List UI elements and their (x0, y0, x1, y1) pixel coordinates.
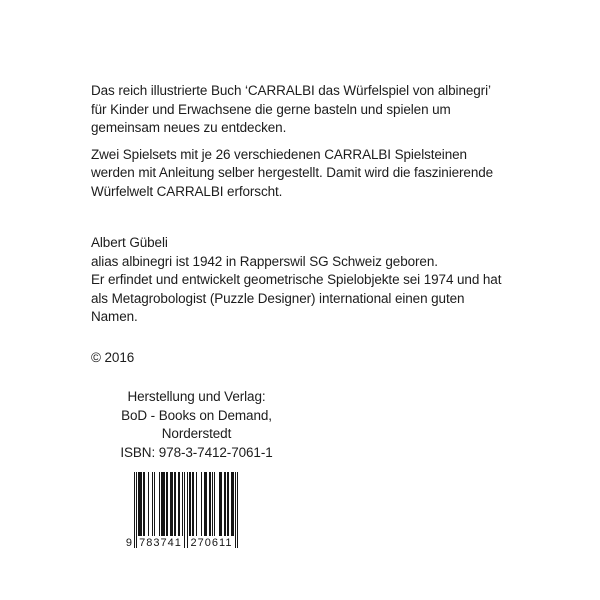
blurb-line: Zwei Spielsets mit je 26 verschiedenen CARRALBI Spielsteinen (91, 146, 467, 162)
blurb-paragraph-2 (91, 146, 511, 202)
author-bio-line: Er erfindet und entwickelt geometrische Spielobjekte sei 1974 und hat (91, 272, 502, 287)
publisher-info (91, 388, 302, 462)
author-bio (91, 234, 511, 327)
blurb-line: gemeinsam neues zu entdecken. (91, 120, 287, 135)
blurb-paragraph-1 (91, 82, 511, 138)
blurb-line: werden mit Anleitung selber hergestellt. Damit wird die faszinierende (91, 165, 494, 180)
barcode-digits-right: 270611 (190, 537, 233, 549)
author-bio-line: Namen. (91, 309, 138, 324)
barcode-digits-left: 783741 (139, 537, 182, 549)
publisher-label: Herstellung und Verlag: (127, 389, 266, 404)
isbn-number: ISBN: 978-3-7412-7061-1 (120, 444, 273, 460)
blurb-line: Würfelwelt CARRALBI erforscht. (91, 183, 283, 199)
publisher-name: BoD - Books on Demand, Norderstedt (121, 407, 272, 441)
cover-content (91, 82, 511, 550)
author-bio-line: alias albinegri ist 1942 in Rapperswil SG Schweiz geboren. (91, 253, 438, 269)
copyright-notice: © 2016 (91, 349, 135, 365)
barcode-digit-first: 9 (123, 536, 132, 550)
blurb-line: für Kinder und Erwachsene die gerne basteln und spielen um (91, 101, 451, 117)
ean-barcode (125, 472, 238, 550)
blurb-line: Das reich illustrierte Buch ‘CARRALBI das Würfelspiel von albinegri’ (91, 83, 491, 98)
author-name: Albert Gübeli (91, 235, 168, 250)
author-bio-line: als Metagrobologist (Puzzle Designer) international einen guten (91, 290, 465, 306)
